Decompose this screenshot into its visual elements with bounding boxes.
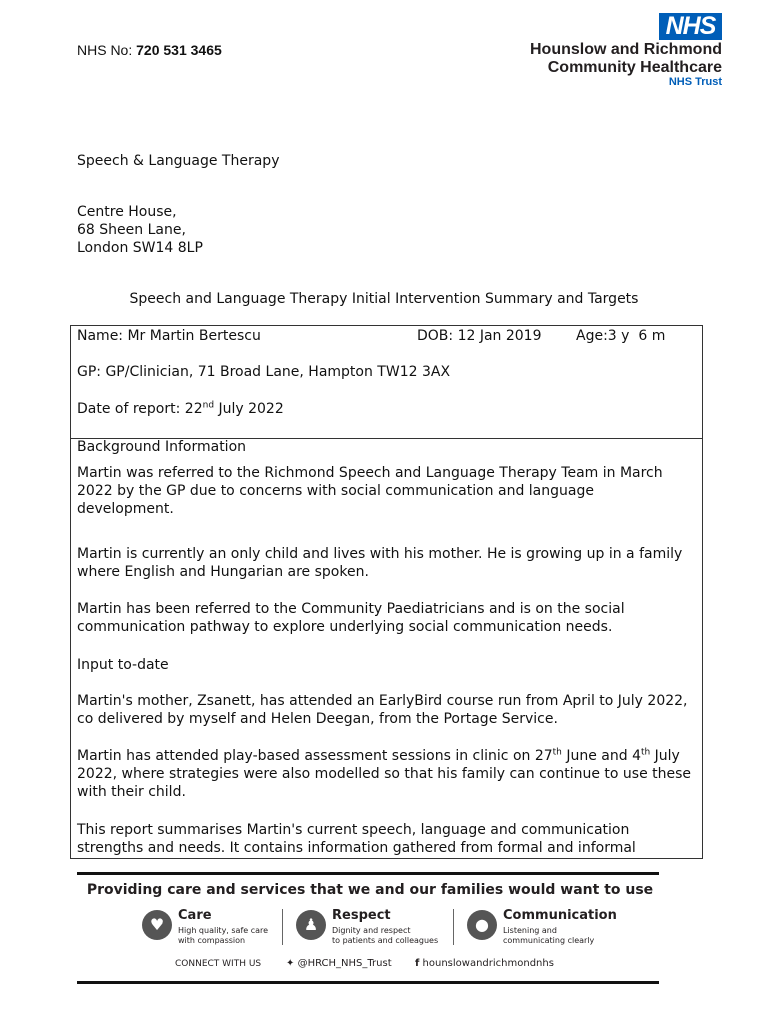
value-separator: [282, 909, 283, 945]
input-paragraph-2: Martin has attended play-based assessment sessions in clinic on 27th June and 4th July 2022, where strategies were also modelled so that his family can continue to use these with their child.: [77, 747, 692, 800]
department: Speech & Language Therapy: [77, 153, 280, 169]
background-paragraph-2: Martin is currently an only child and lives with his mother. He is growing up in a family where English and Hungarian are spoken.: [77, 546, 683, 580]
patient-gp: GP: GP/Clinician, 71 Broad Lane, Hampton TW12 3AX: [77, 364, 451, 380]
value-communication-desc: Listening and communicating clearly: [503, 926, 595, 945]
footer-tagline: Providing care and services that we and our families would want to use: [86, 882, 654, 898]
value-respect-title: Respect: [332, 908, 391, 923]
value-communication-title: Communication: [503, 908, 617, 923]
people-icon: ♟: [296, 910, 326, 940]
report-box: [70, 325, 703, 859]
address-line-1: Centre House,: [77, 204, 177, 220]
connect-label: CONNECT WITH US: [175, 959, 262, 969]
nhs-number-value: 720 531 3465: [136, 42, 222, 58]
value-separator: [453, 909, 454, 945]
input-paragraph-3: This report summarises Martin's current speech, language and communication strengths and needs. It contains information gathered from formal and informal: [77, 822, 636, 856]
speech-bubble-icon: ●: [467, 910, 497, 940]
facebook-icon: f: [415, 958, 420, 969]
trust-name-line1: Hounslow and Richmond: [530, 41, 722, 58]
value-care-desc: High quality, safe care with compassion: [178, 926, 269, 945]
address-line-3: London SW14 8LP: [77, 240, 203, 256]
nhs-number-label: NHS No:: [77, 42, 133, 58]
background-paragraph-1: Martin was referred to the Richmond Speech and Language Therapy Team in March 2022 by the GP due to concerns with social communication and language development.: [77, 465, 663, 517]
input-heading: Input to-date: [77, 657, 169, 673]
heart-icon: ♥: [142, 910, 172, 940]
background-paragraph-3: Martin has been referred to the Community Paediatricians and is on the social communication pathway to explore underlying social communication needs.: [77, 601, 625, 635]
nhs-number: [77, 42, 222, 58]
patient-name: Name: Mr Martin Bertescu: [77, 328, 261, 344]
document-title: Speech and Language Therapy Initial Intervention Summary and Targets: [129, 291, 639, 307]
trust-name-line3: NHS Trust: [668, 76, 722, 88]
input-paragraph-1: Martin's mother, Zsanett, has attended an EarlyBird course run from April to July 2022, co delivered by myself and Helen Deegan, from the Portage Service.: [77, 693, 688, 727]
twitter-bird-icon: ✦: [286, 958, 295, 969]
report-date: Date of report: 22nd July 2022: [77, 400, 284, 417]
footer-top-rule: [77, 872, 659, 875]
background-heading: Background Information: [77, 439, 247, 455]
twitter-link[interactable]: ✦ @HRCH_NHS_Trust: [286, 958, 392, 969]
patient-dob: DOB: 12 Jan 2019: [417, 328, 542, 344]
nhs-logo: NHS: [659, 13, 722, 40]
value-care-title: Care: [178, 908, 212, 923]
address-line-2: 68 Sheen Lane,: [77, 222, 186, 238]
trust-name-line2: Community Healthcare: [547, 59, 722, 76]
value-respect-desc: Dignity and respect to patients and colleagues: [332, 926, 439, 945]
footer-bottom-rule: [77, 981, 659, 984]
patient-age: Age:3 y 6 m: [576, 328, 666, 344]
facebook-link[interactable]: f hounslowandrichmondnhs: [415, 958, 554, 969]
